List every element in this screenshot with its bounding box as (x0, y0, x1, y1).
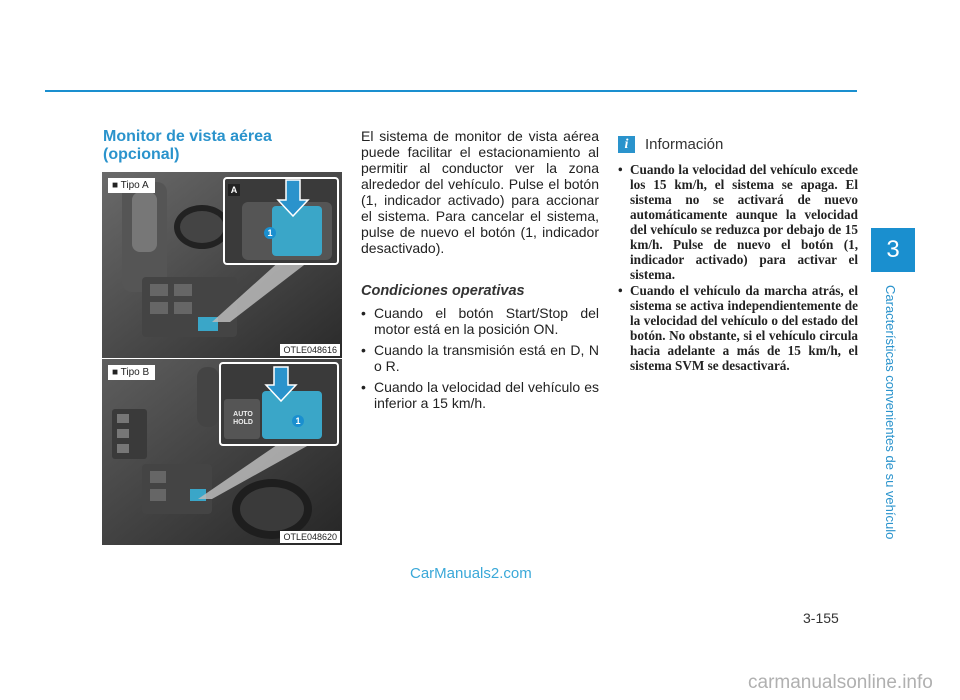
info-icon: i (618, 136, 635, 153)
figure-tag: ■ Tipo B (108, 365, 155, 380)
list-item: • Cuando la velocidad del vehículo excede los 15 km/h, el sistema se apaga. El sistema no se activará de nuevo automáticamente aunque la velocidad del vehículo se reduzca por debajo de 15 km/h. Pulse de nuevo el botón (1, indicador activado) para activar el sistema. (618, 162, 858, 282)
top-rule (45, 90, 857, 92)
list-item: • Cuando la velocidad del vehículo es inferior a 15 km/h. (361, 379, 599, 411)
figure-code: OTLE048620 (280, 531, 340, 543)
conditions-list (361, 305, 599, 411)
chapter-label (880, 285, 902, 545)
callout-letter: A (228, 184, 240, 196)
watermark-top[interactable]: CarManuals2.com (410, 565, 532, 582)
list-item: • Cuando el botón Start/Stop del motor está en la posición ON. (361, 305, 599, 337)
callout-number: 1 (292, 415, 304, 427)
figure-tipo-b (102, 359, 342, 545)
callout-number: 1 (264, 227, 276, 239)
info-header (618, 134, 858, 154)
list-item: • Cuando la transmisión está en D, N o R. (361, 342, 599, 374)
chapter-label-text: Características convenientes de su vehículo (883, 285, 898, 540)
figure-tipo-a (102, 172, 342, 358)
page-number: 3-155 (803, 610, 839, 626)
info-title: Información (645, 135, 724, 153)
section-title: Monitor de vista aérea (opcional) (103, 128, 272, 163)
info-box (618, 134, 858, 374)
conditions-heading: Condiciones operativas (361, 283, 525, 299)
intro-paragraph: El sistema de monitor de vista aérea puede facilitar el estacionamiento al permitir al conductor ver la zona alrededor del vehículo. Pulse el botón (1, indicador activado) para accionar el sistema. Para cancelar el sistema, pulse de nuevo el botón (1, indicador desactivado). (361, 128, 599, 256)
auto-hold-label: AUTO HOLD (233, 411, 253, 426)
figure-code: OTLE048616 (280, 344, 340, 356)
list-item: • Cuando el vehículo da marcha atrás, el sistema se activa independientemente de la velocidad del vehículo o del estado del botón. No obstante, si el vehículo circula hacia adelante a más de 15 km/h, el sistema SVM se desactivará. (618, 283, 858, 373)
info-list (618, 162, 858, 373)
watermark-bottom[interactable]: carmanualsonline.info (748, 672, 933, 693)
console-photo-a (102, 172, 342, 358)
console-photo-b (102, 359, 342, 545)
figure-tag: ■ Tipo A (108, 178, 155, 193)
chapter-tab: 3 (871, 228, 915, 272)
body-column (361, 128, 599, 416)
